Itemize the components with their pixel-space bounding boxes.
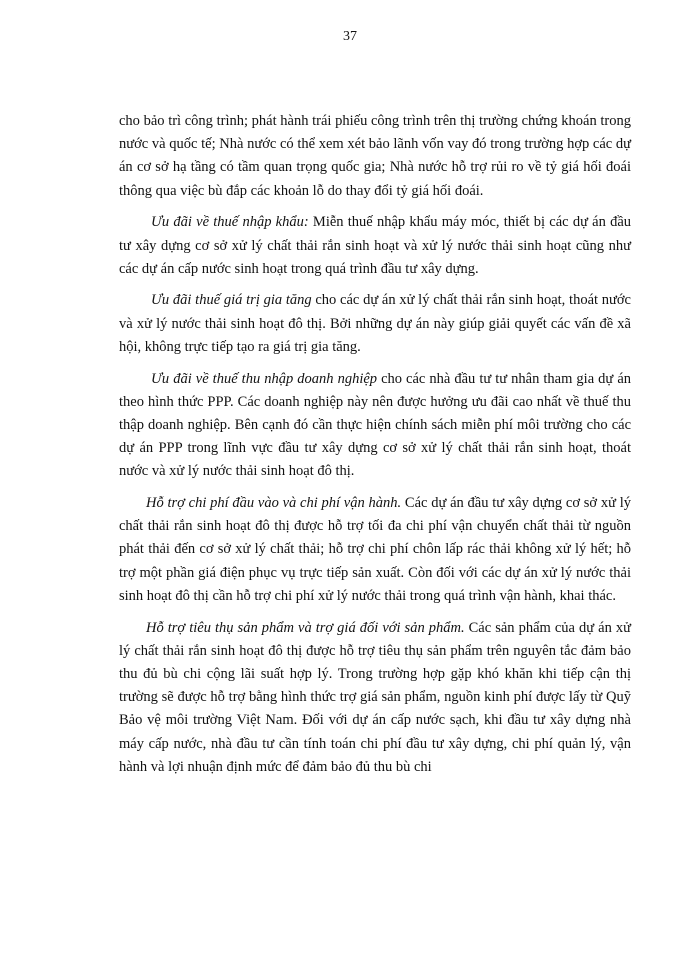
paragraph-6: [119, 617, 631, 779]
paragraph-5-heading: Hỗ trợ chi phí đầu vào và chi phí vận hành.: [146, 495, 402, 512]
paragraph-6-text: Các sản phẩm của dự án xử lý chất thải rắn sinh hoạt đô thị được hỗ trợ tiêu thụ sản phẩm trên nguyên tắc đảm bảo thu đủ bù chi cộng lãi suất hợp lý. Trong trường hợp gặp khó khăn khi tiếp cận thị trường sẽ được hỗ trợ bằng hình thức trợ giá sản phẩm, nguồn kinh phí được lấy từ Quỹ Bảo vệ môi trường Việt Nam. Đối với dự án cấp nước sạch, khi đầu tư xây dựng nhà máy cấp nước, nhà đầu tư cần tính toán chi phí đầu tư xây dựng, chi phí quản lý, vận hành và lợi nhuận định mức để đảm bảo đủ thu bù chi: [119, 619, 631, 775]
paragraph-2-text: Miễn thuế nhập khẩu máy móc, thiết bị các dự án đầu tư xây dựng cơ sở xử lý chất thải rắn sinh hoạt và xử lý nước thải sinh hoạt cũng như các dự án cấp nước sinh hoạt trong quá trình đầu tư xây dựng.: [119, 214, 632, 277]
paragraph-6-heading: Hỗ trợ tiêu thụ sản phẩm và trợ giá đối với sản phẩm.: [146, 619, 465, 636]
paragraph-3-heading: Ưu đãi thuế giá trị gia tăng: [151, 292, 312, 309]
page-number: 37: [343, 29, 357, 44]
paragraph-2-heading: Ưu đãi về thuế nhập khẩu:: [151, 214, 309, 231]
paragraph-4-text: cho các nhà đầu tư tư nhân tham gia dự án theo hình thức PPP. Các doanh nghiệp này nên được hưởng ưu đãi cao nhất về thuế thu thập doanh nghiệp. Bên cạnh đó cần thực hiện chính sách miễn phí môi trường cho các dự án PPP trong lĩnh vực đầu tư xây dựng cơ sở xử lý chất thải rắn sinh hoạt, thoát nước và xử lý nước thải sinh hoạt đô thị.: [119, 370, 632, 480]
paragraph-5: [119, 492, 631, 608]
paragraph-2: [119, 211, 631, 281]
paragraph-1: [119, 110, 631, 203]
paragraph-4-heading: Ưu đãi về thuế thu nhập doanh nghiệp: [151, 370, 378, 387]
paragraph-1-text: cho bảo trì công trình; phát hành trái phiếu công trình trên thị trường chứng khoán trong nước và quốc tế; Nhà nước có thể xem xét bảo lãnh vốn vay đó trong trường hợp các dự án cơ sở hạ tầng có tầm quan trọng quốc gia; Nhà nước hỗ trợ rủi ro về tỷ giá hối đoái thông qua việc bù đắp các khoản lỗ do thay đổi tỷ giá hối đoái.: [119, 113, 631, 199]
paragraph-4: [119, 368, 631, 484]
paragraph-3: [119, 289, 631, 359]
paragraph-5-text: Các dự án đầu tư xây dựng cơ sở xử lý chất thải rắn sinh hoạt đô thị được hỗ trợ tối đa chi phí vận chuyển chất thải từ nguồn phát thải đến cơ sở xử lý chất thải; hỗ trợ chi phí chôn lấp rác thải không xử lý hết; hỗ trợ một phần giá điện phục vụ trực tiếp sản xuất. Còn đối với các dự án xử lý nước thải sinh hoạt đô thị cần hỗ trợ chi phí xử lý nước thải trong quá trình vận hành, khai thác.: [119, 495, 631, 604]
body-text: [119, 110, 631, 787]
paragraph-3-text: cho các dự án xử lý chất thải rắn sinh hoạt, thoát nước và xử lý nước thải sinh hoạt đô thị. Bởi những dự án này giúp giải quyết các vấn đề xã hội, không trực tiếp tạo ra giá trị gia tăng.: [119, 292, 631, 355]
